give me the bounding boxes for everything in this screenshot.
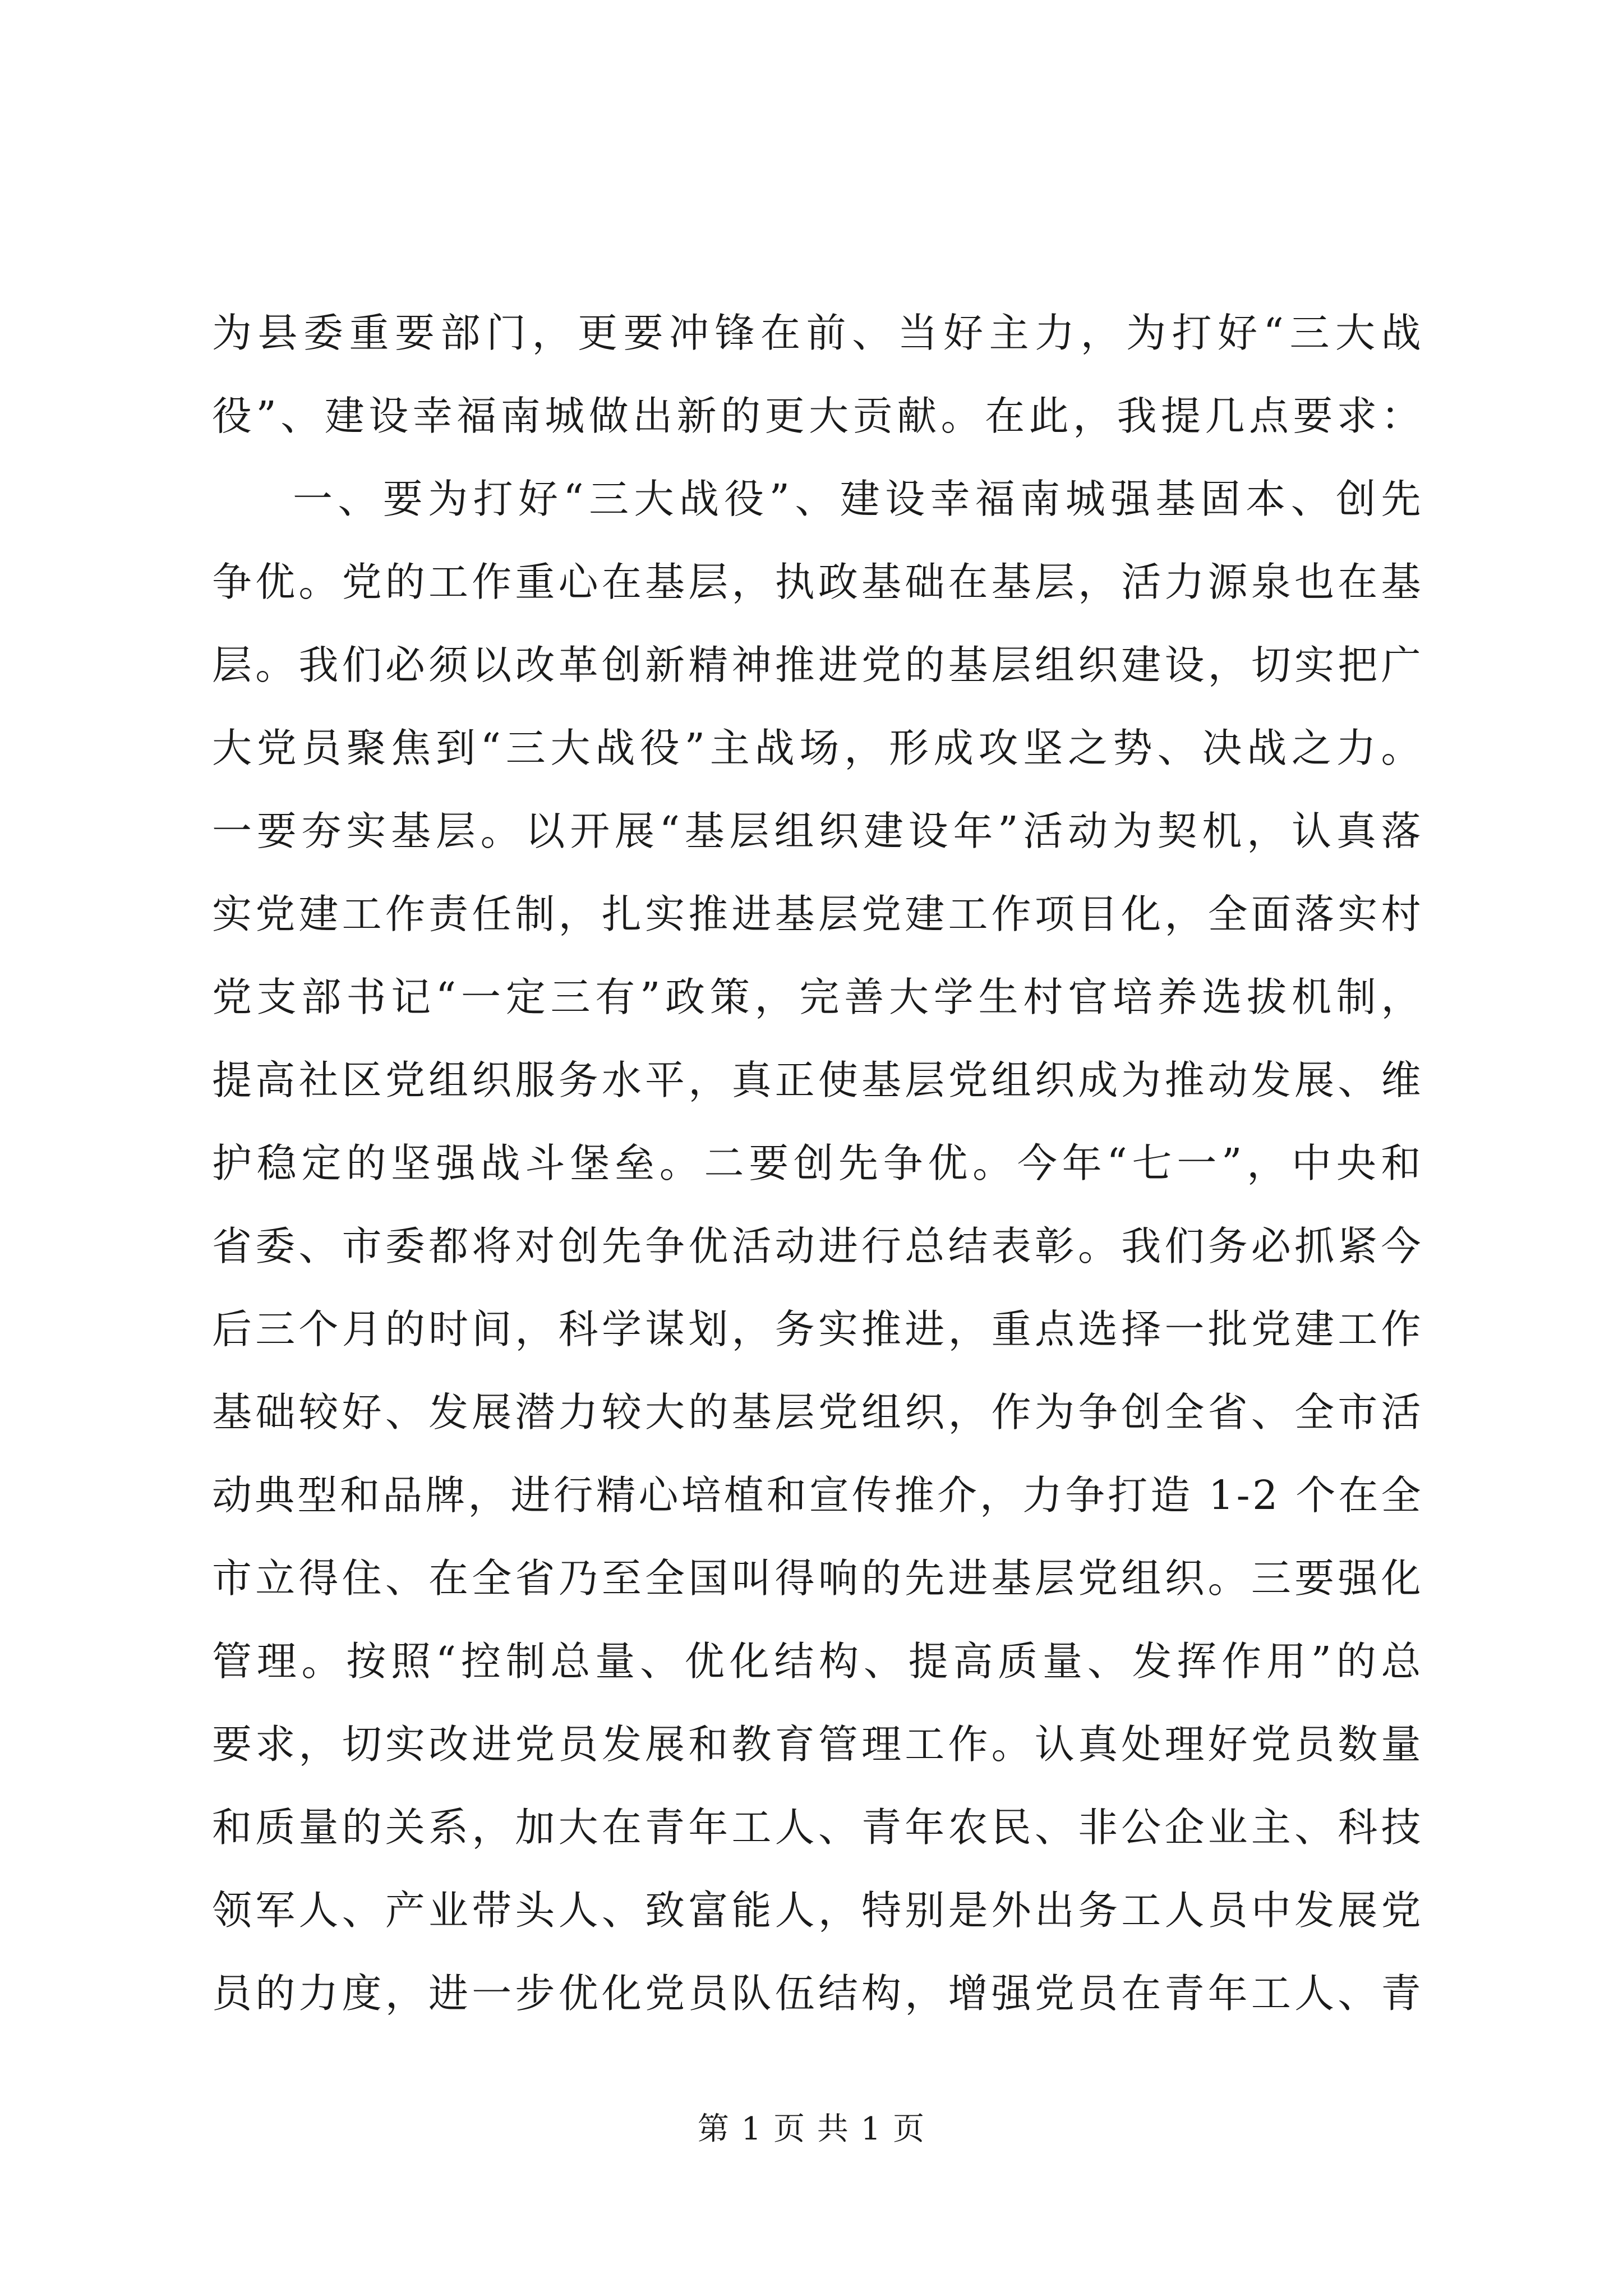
text-line: 员的力度，进一步优化党员队伍结构，增强党员在青年工人、青 — [212, 1970, 1423, 2017]
text-line: 市立得住、在全省乃至全国叫得响的先进基层党组织。三要强化 — [212, 1555, 1423, 1602]
text-line: 实党建工作责任制，扎实推进基层党建工作项目化，全面落实村 — [212, 891, 1423, 937]
text-line: 大党员聚焦到“三大战役”主战场，形成攻坚之势、决战之力。 — [212, 725, 1423, 771]
document-body — [212, 292, 1423, 2035]
page-number-footer: 第 1 页 共 1 页 — [697, 2111, 926, 2147]
text-line: 领军人、产业带头人、致富能人，特别是外出务工人员中发展党 — [212, 1887, 1423, 1934]
paragraph-first-line: 一、要为打好“三大战役”、建设幸福南城强基固本、创先 — [293, 476, 1423, 522]
text-line: 管理。按照“控制总量、优化结构、提高质量、发挥作用”的总 — [212, 1638, 1423, 1685]
text-line: 为县委重要部门，更要冲锋在前、当好主力，为打好“三大战 — [212, 310, 1423, 356]
text-line: 省委、市委都将对创先争优活动进行总结表彰。我们务必抓紧今 — [212, 1223, 1423, 1269]
text-line: 动典型和品牌，进行精心培植和宣传推介，力争打造 1-2 个在全 — [212, 1472, 1423, 1519]
text-line: 要求，切实改进党员发展和教育管理工作。认真处理好党员数量 — [212, 1721, 1423, 1768]
text-line: 党支部书记“一定三有”政策，完善大学生村官培养选拔机制， — [212, 974, 1423, 1020]
text-line: 提高社区党组织服务水平，真正使基层党组织成为推动发展、维 — [212, 1057, 1423, 1103]
text-line: 一要夯实基层。以开展“基层组织建设年”活动为契机，认真落 — [212, 808, 1423, 854]
text-line: 护稳定的坚强战斗堡垒。二要创先争优。今年“七一”，中央和 — [212, 1140, 1423, 1186]
text-line: 后三个月的时间，科学谋划，务实推进，重点选择一批党建工作 — [212, 1306, 1423, 1352]
text-line: 役”、建设幸福南城做出新的更大贡献。在此，我提几点要求： — [212, 393, 1423, 439]
text-line: 争优。党的工作重心在基层，执政基础在基层，活力源泉也在基 — [212, 559, 1423, 605]
text-line: 和质量的关系，加大在青年工人、青年农民、非公企业主、科技 — [212, 1804, 1423, 1851]
text-line: 基础较好、发展潜力较大的基层党组织，作为争创全省、全市活 — [212, 1389, 1423, 1435]
text-line: 层。我们必须以改革创新精神推进党的基层组织建设，切实把广 — [212, 642, 1423, 688]
